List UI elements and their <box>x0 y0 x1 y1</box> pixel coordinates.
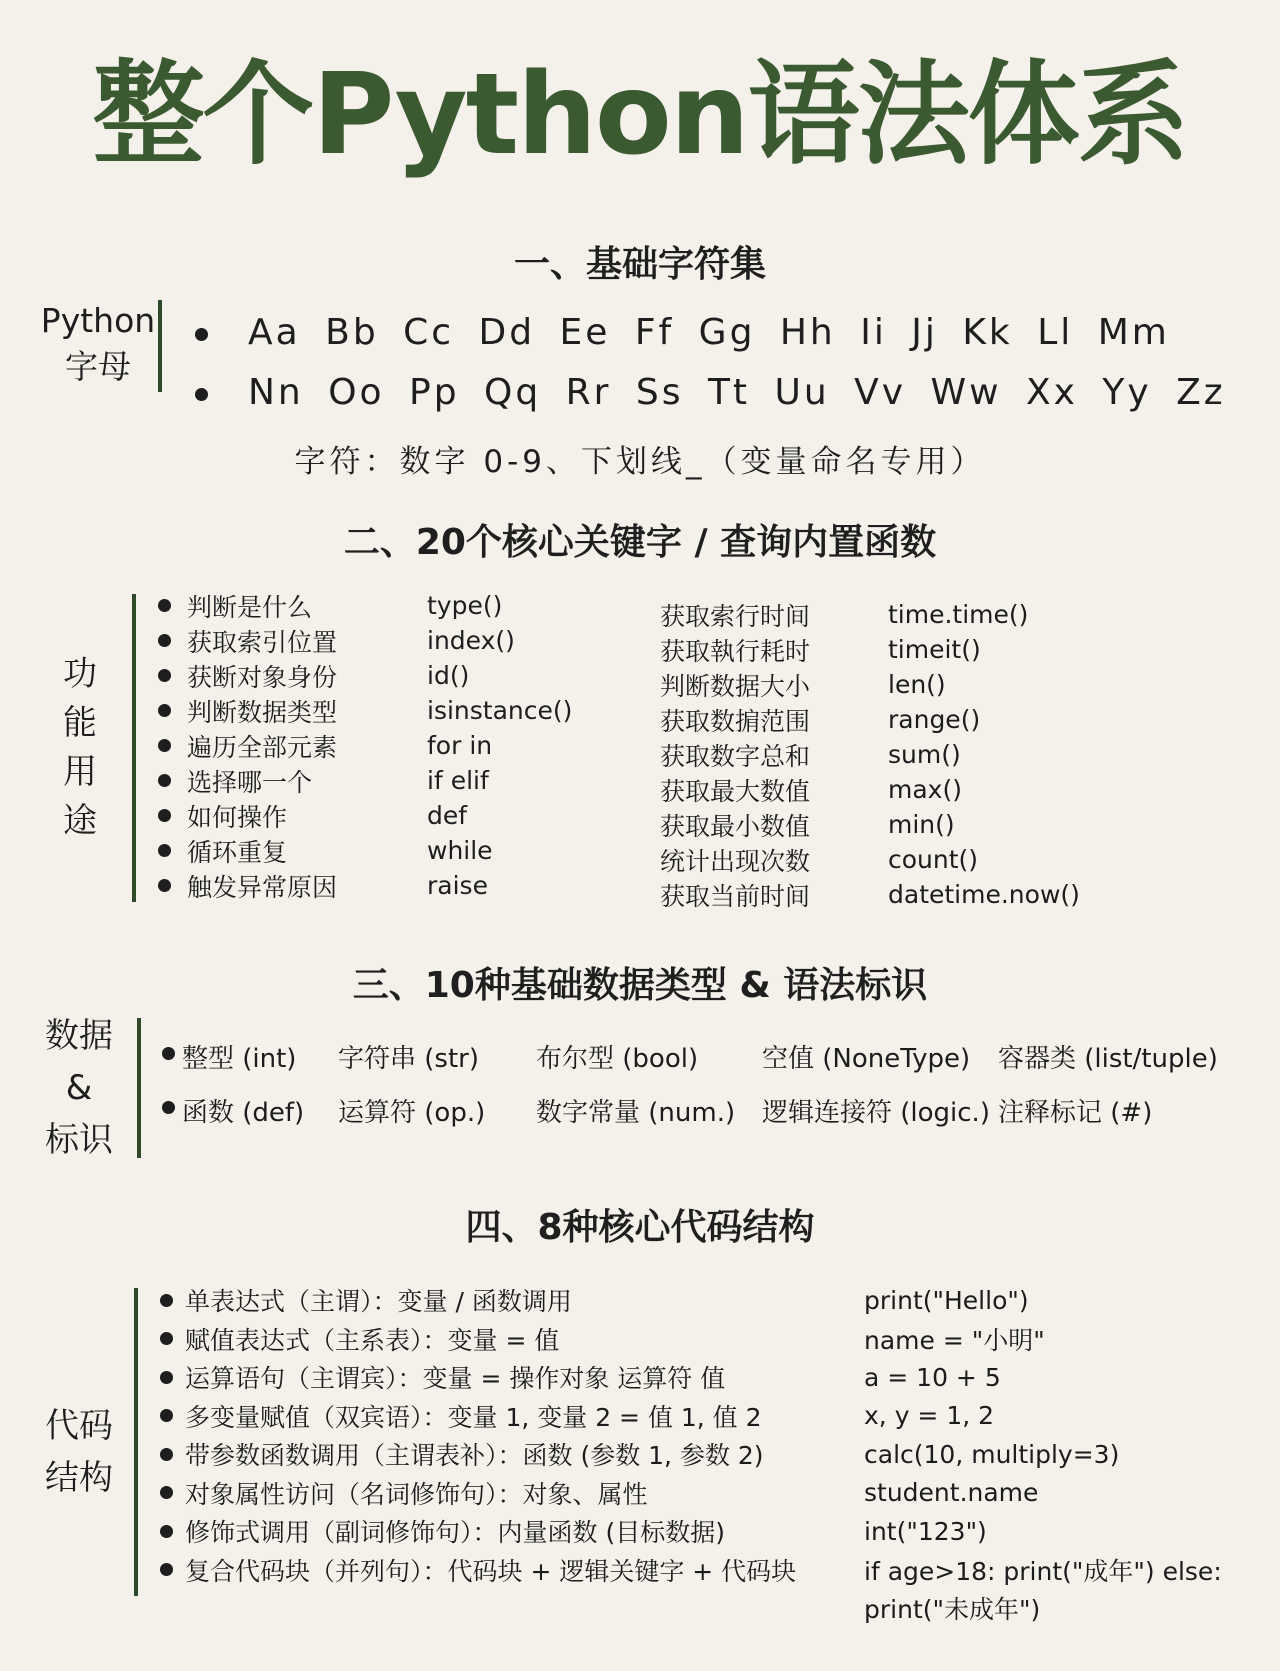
function-desc: 获取執行耗时 <box>660 636 811 666</box>
section1-divider <box>158 300 162 392</box>
keyword-code: type() <box>427 591 503 620</box>
structure-row <box>160 1551 796 1590</box>
function-desc: 获取数掮范围 <box>660 706 811 736</box>
keyword-desc: 触发异常原因 <box>187 872 338 902</box>
section3-divider <box>137 1018 141 1158</box>
letters-row-1-text: Aa Bb Cc Dd Ee Ff Gg Hh Ii Jj Kk Ll Mm <box>248 312 1170 353</box>
letters-row-1 <box>195 312 1170 353</box>
type-item: 注释标记 (#) <box>998 1098 1153 1128</box>
structure-text: 单表达式（主谓）：变量 / 函数调用 <box>185 1287 572 1317</box>
bullet-icon <box>160 1448 173 1461</box>
function-desc: 获取当前时间 <box>660 881 811 911</box>
bullet-icon <box>158 844 171 857</box>
section3-heading: 三、10种基础数据类型 & 语法标识 <box>352 965 928 1006</box>
section2-side-label <box>60 650 100 846</box>
function-code: sum() <box>888 740 961 769</box>
structure-text: 赋值表达式（主系表）：变量 = 值 <box>185 1325 560 1355</box>
structure-row <box>160 1474 796 1513</box>
charset-note: 字符：数字 0-9、下划线_（变量命名专用） <box>294 444 986 480</box>
keyword-row <box>158 728 677 763</box>
bullet-icon <box>158 669 171 682</box>
structure-row <box>160 1281 796 1320</box>
code-example: print("未成年") <box>864 1595 1041 1625</box>
structure-text: 修饰式调用（副词修饰句）：内量函数 (目标数据) <box>185 1518 725 1548</box>
type-item: 布尔型 (bool) <box>536 1044 699 1074</box>
side-label-line: & <box>65 1068 93 1108</box>
code-example: name = "小明" <box>864 1325 1045 1355</box>
keyword-desc: 判断数据类型 <box>187 697 338 727</box>
keyword-code: if elif <box>427 766 489 795</box>
code-example: calc(10, multiply=3) <box>864 1439 1120 1469</box>
side-label-char: 能 <box>63 703 97 743</box>
bullet-icon <box>160 1371 173 1384</box>
structure-list <box>160 1281 796 1589</box>
type-item: 数字常量 (num.) <box>536 1098 736 1128</box>
structure-text: 多变量赋值（双宾语）：变量 1, 变量 2 = 值 1, 值 2 <box>185 1402 762 1432</box>
bullet-icon <box>158 704 171 717</box>
function-row <box>660 632 1080 667</box>
keyword-code: raise <box>427 871 488 900</box>
keyword-desc: 如何操作 <box>187 802 288 832</box>
bullet-icon <box>158 809 171 822</box>
function-list <box>660 597 1080 912</box>
bullet-icon <box>160 1525 173 1538</box>
function-code: max() <box>888 775 962 804</box>
function-code: timeit() <box>888 635 981 664</box>
type-item: 运算符 (op.) <box>338 1098 486 1128</box>
keyword-desc: 循环重复 <box>187 837 288 867</box>
code-example: a = 10 + 5 <box>864 1362 1001 1392</box>
bullet-icon <box>158 879 171 892</box>
code-example: print("Hello") <box>864 1285 1029 1315</box>
section4-heading: 四、8种核心代码结构 <box>465 1207 815 1248</box>
structure-text: 对象属性访问（名词修饰句）：对象、属性 <box>185 1479 648 1509</box>
function-row <box>660 597 1080 632</box>
bullet-icon <box>162 1101 175 1114</box>
structure-row <box>160 1320 796 1359</box>
function-desc: 获取索行时间 <box>660 601 811 631</box>
bullet-icon <box>160 1409 173 1422</box>
function-code: len() <box>888 670 946 699</box>
keyword-row <box>158 658 677 693</box>
keyword-desc: 选择哪一个 <box>187 767 313 797</box>
keyword-desc: 获取索引位置 <box>187 627 338 657</box>
code-example-list <box>864 1281 1222 1628</box>
function-desc: 统计出现次数 <box>660 846 811 876</box>
section2-divider <box>132 594 136 902</box>
code-example: student.name <box>864 1478 1039 1508</box>
side-label-char: 用 <box>63 752 97 792</box>
type-item: 逻辑连接符 (logic.) <box>762 1098 990 1128</box>
type-item: 函数 (def) <box>182 1098 305 1128</box>
function-row <box>660 877 1080 912</box>
function-row <box>660 702 1080 737</box>
function-desc: 判断数据大小 <box>660 671 811 701</box>
code-example: x, y = 1, 2 <box>864 1401 995 1431</box>
keyword-code: id() <box>427 661 470 690</box>
page-title: 整个Python语法体系 <box>92 50 1188 180</box>
function-code: count() <box>888 845 979 874</box>
keyword-row <box>158 868 677 903</box>
keyword-row <box>158 588 677 623</box>
keyword-row <box>158 833 677 868</box>
bullet-icon <box>158 634 171 647</box>
function-desc: 获取数字总和 <box>660 741 811 771</box>
structure-text: 复合代码块（并列句）：代码块 + 逻辑关键字 + 代码块 <box>185 1556 797 1586</box>
structure-text: 带参数函数调用（主谓表补）：函数 (参数 1, 参数 2) <box>185 1441 764 1471</box>
letters-row-2 <box>195 372 1226 413</box>
bullet-icon <box>195 328 208 341</box>
type-item: 整型 (int) <box>182 1044 297 1074</box>
keyword-list <box>158 588 677 903</box>
side-label-char: 途 <box>63 801 97 841</box>
side-label-line: 标识 <box>45 1120 113 1160</box>
function-row <box>660 842 1080 877</box>
section3-side-label <box>38 1010 120 1166</box>
function-desc: 获取最小数值 <box>660 811 811 841</box>
bullet-icon <box>160 1486 173 1499</box>
bullet-icon <box>195 388 208 401</box>
function-code: datetime.now() <box>888 880 1080 909</box>
section2-heading: 二、20个核心关键字 / 查询内置函数 <box>343 522 937 563</box>
keyword-desc: 获断对象身份 <box>187 662 338 692</box>
side-label-line2: 字母 <box>65 347 131 386</box>
side-label-line: 数据 <box>45 1016 113 1056</box>
keyword-row <box>158 798 677 833</box>
letters-row-2-text: Nn Oo Pp Qq Rr Ss Tt Uu Vv Ww Xx Yy Zz <box>248 372 1226 413</box>
section1-heading: 一、基础字符集 <box>513 244 766 285</box>
type-item: 容器类 (list/tuple) <box>998 1044 1218 1074</box>
type-row-1 <box>162 1038 1218 1074</box>
side-label-line: 结构 <box>45 1458 113 1498</box>
keyword-row <box>158 623 677 658</box>
keyword-desc: 遍历全部元素 <box>187 732 338 762</box>
function-desc: 获取最大数值 <box>660 776 811 806</box>
structure-row <box>160 1358 796 1397</box>
type-item: 空值 (NoneType) <box>762 1044 971 1074</box>
function-row <box>660 772 1080 807</box>
section1-side-label <box>38 298 158 390</box>
bullet-icon <box>158 599 171 612</box>
side-label-line1: Python <box>40 301 156 340</box>
structure-row <box>160 1512 796 1551</box>
keyword-row <box>158 763 677 798</box>
keyword-code: while <box>427 836 493 865</box>
function-row <box>660 807 1080 842</box>
section4-side-label <box>38 1400 120 1504</box>
code-example: int("123") <box>864 1516 987 1546</box>
keyword-code: def <box>427 801 468 830</box>
structure-text: 运算语句（主谓宾）：变量 = 操作对象 运算符 值 <box>185 1364 726 1394</box>
function-code: time.time() <box>888 600 1029 629</box>
side-label-line: 代码 <box>45 1406 113 1446</box>
keyword-code: isinstance() <box>427 696 573 725</box>
function-row <box>660 737 1080 772</box>
function-code: min() <box>888 810 955 839</box>
type-item: 字符串 (str) <box>338 1044 479 1074</box>
section4-divider <box>134 1288 138 1596</box>
structure-row <box>160 1435 796 1474</box>
function-row <box>660 667 1080 702</box>
keyword-desc: 判断是什么 <box>187 592 313 622</box>
side-label-char: 功 <box>63 654 97 694</box>
type-row-2 <box>162 1092 1153 1128</box>
code-example: if age>18: print("成年") else: <box>864 1556 1222 1586</box>
bullet-icon <box>160 1294 173 1307</box>
bullet-icon <box>158 774 171 787</box>
keyword-code: for in <box>427 731 493 760</box>
keyword-row <box>158 693 677 728</box>
bullet-icon <box>158 739 171 752</box>
structure-row <box>160 1397 796 1436</box>
bullet-icon <box>162 1047 175 1060</box>
keyword-code: index() <box>427 626 515 655</box>
bullet-icon <box>160 1332 173 1345</box>
bullet-icon <box>160 1563 173 1576</box>
function-code: range() <box>888 705 981 734</box>
